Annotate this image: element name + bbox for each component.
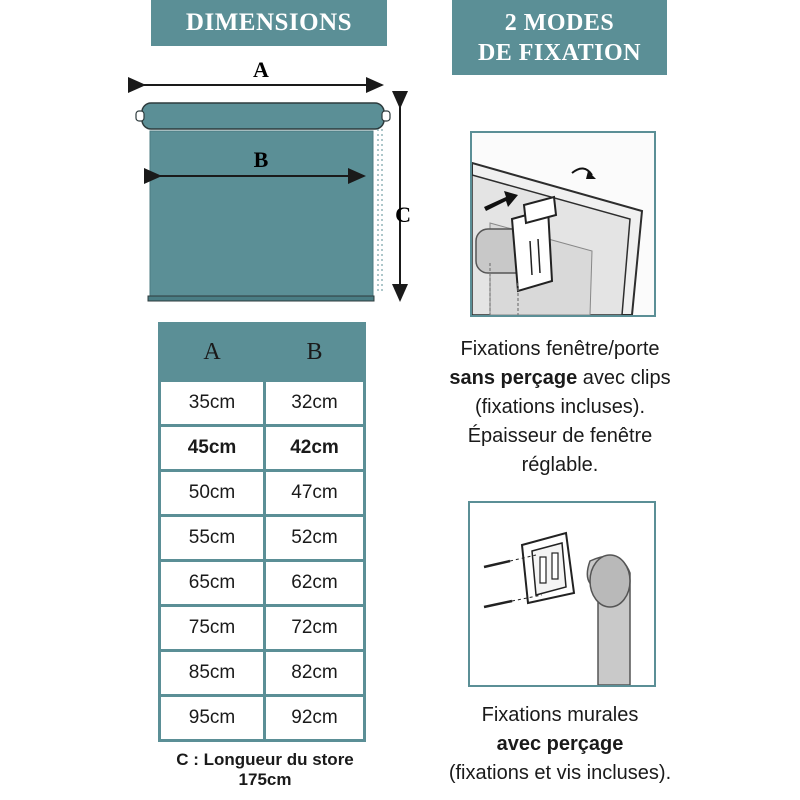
wall-fixing-line2 [420,730,700,759]
cell-a: 95cm [160,696,265,741]
table-row [160,561,365,606]
bead-chain [378,129,382,291]
fixation-modes-title-line2: DE FIXATION [477,39,642,66]
column-header-b: B [265,324,365,381]
clip-fixing-description [420,335,700,480]
cell-b: 52cm [265,516,365,561]
dimension-a-label: A [253,57,269,82]
clip-fixing-line5: réglable. [521,454,599,476]
dimensions-banner [151,0,387,46]
cell-b: 32cm [265,381,365,426]
cell-b: 42cm [265,426,365,471]
cell-a: 50cm [160,471,265,516]
dimensions-title: DIMENSIONS [185,9,353,37]
clip-fixing-line4: Épaisseur de fenêtre [467,425,653,447]
blind-length-value: 175cm [238,770,292,789]
cell-a: 85cm [160,651,265,696]
clip-fixing-line2-rest: avec clips [577,367,671,389]
fixation-modes-banner [452,0,667,75]
dimension-c-label: C [395,202,411,227]
table-row [160,516,365,561]
clip-fixing-line3: (fixations incluses). [474,396,646,418]
table-row-highlighted [160,426,365,471]
blind-length-note [140,750,390,790]
blind-dimension-diagram [128,55,418,310]
bottom-bar [148,296,374,301]
wall-fixing-line3: (fixations et vis incluses). [448,762,672,784]
table-header-row [160,324,365,381]
blind-length-label: C : Longueur du store [176,750,354,769]
table-row [160,606,365,651]
cell-b: 47cm [265,471,365,516]
cell-a: 75cm [160,606,265,651]
cell-a: 35cm [160,381,265,426]
table-row [160,381,365,426]
wall-fixing-description [420,701,700,788]
cell-a: 45cm [160,426,265,471]
cell-b: 92cm [265,696,365,741]
fixation-modes-title-line1: 2 MODES [504,9,615,36]
wall-fixing-emphasis: avec perçage [496,733,624,755]
table-row [160,471,365,516]
clip-fixing-line2 [420,364,700,393]
dimension-b-label: B [253,147,269,172]
wall-fixing-line1: Fixations murales [481,704,639,726]
cell-b: 82cm [265,651,365,696]
column-header-a: A [160,324,265,381]
cell-b: 62cm [265,561,365,606]
wall-bracket-icon [470,503,654,685]
wall-fixing-illustration [468,501,656,687]
clip-fixing-illustration [470,131,656,317]
cell-b: 72cm [265,606,365,651]
clip-fixing-line1: Fixations fenêtre/porte [460,338,660,360]
clip-bracket-icon [472,133,654,315]
table-row [160,696,365,741]
cell-a: 65cm [160,561,265,606]
dimensions-table [158,322,366,742]
cell-a: 55cm [160,516,265,561]
table-row [160,651,365,696]
roller-tube [142,103,384,129]
clip-fixing-emphasis: sans perçage [449,367,578,389]
